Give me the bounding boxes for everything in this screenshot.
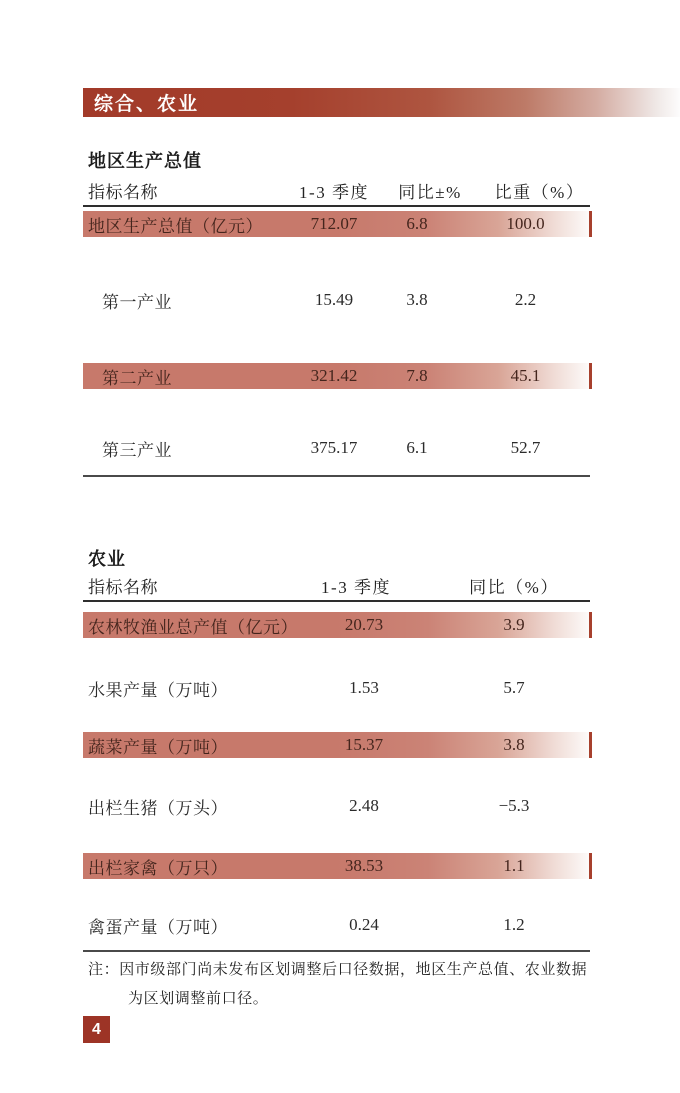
row-value: 712.07 xyxy=(310,214,358,233)
row-edge-tick xyxy=(589,211,592,237)
row-yoy: −5.3 xyxy=(498,796,530,815)
footnote-line2: 为区划调整前口径。 xyxy=(128,991,269,1007)
row-share: 52.7 xyxy=(510,438,541,457)
row-yoy: 3.8 xyxy=(503,735,525,754)
row-yoy: 5.7 xyxy=(503,678,525,697)
footnote-label: 注： xyxy=(88,962,120,978)
agriculture-table-header xyxy=(83,571,590,602)
agriculture-table xyxy=(83,571,590,956)
table-bottom-rule xyxy=(83,475,590,477)
section-title-agriculture: 农业 xyxy=(88,549,126,569)
row-value: 321.42 xyxy=(310,366,358,385)
row-indicator: 第一产业 xyxy=(102,292,172,312)
table-row xyxy=(83,363,590,389)
table-row xyxy=(83,211,590,237)
row-indicator: 水果产量（万吨） xyxy=(88,680,228,700)
table-row xyxy=(83,793,590,819)
table-row xyxy=(83,732,590,758)
row-edge-tick xyxy=(589,853,592,879)
row-value: 20.73 xyxy=(344,615,384,634)
row-yoy: 1.1 xyxy=(503,856,525,875)
table-row xyxy=(83,287,590,313)
col-header-indicator: 指标名称 xyxy=(88,578,158,597)
row-edge-tick xyxy=(589,363,592,389)
row-indicator: 禽蛋产量（万吨） xyxy=(88,917,228,937)
gdp-table xyxy=(83,176,590,481)
chapter-banner xyxy=(83,88,680,117)
row-indicator: 地区生产总值（亿元） xyxy=(88,216,263,236)
row-value: 2.48 xyxy=(349,796,379,815)
table-row xyxy=(83,675,590,701)
row-indicator: 第三产业 xyxy=(102,440,172,460)
col-header-period: 1-3 季度 xyxy=(321,578,391,597)
row-value: 375.17 xyxy=(310,438,358,457)
row-yoy: 3.9 xyxy=(503,615,525,634)
row-indicator: 蔬菜产量（万吨） xyxy=(88,737,228,757)
col-header-period: 1-3 季度 xyxy=(299,183,369,202)
section-title-gdp: 地区生产总值 xyxy=(88,151,202,171)
col-header-share: 比重（%） xyxy=(494,183,585,202)
row-yoy: 1.2 xyxy=(503,915,525,934)
table-row xyxy=(83,612,590,638)
row-value: 0.24 xyxy=(349,915,379,934)
table-row xyxy=(83,912,590,938)
row-share: 45.1 xyxy=(510,366,541,385)
table-row xyxy=(83,853,590,879)
row-value: 1.53 xyxy=(349,678,379,697)
row-yoy: 6.1 xyxy=(406,438,428,457)
chapter-title: 综合、农业 xyxy=(94,94,200,115)
gdp-table-header xyxy=(83,176,590,207)
row-value: 38.53 xyxy=(344,856,384,875)
table-row xyxy=(83,435,590,461)
footnote-line1: 因市级部门尚未发布区划调整后口径数据，地区生产总值、农业数据 xyxy=(119,962,588,978)
row-indicator: 农林牧渔业总产值（亿元） xyxy=(88,617,298,637)
row-share: 100.0 xyxy=(506,214,545,233)
footnote xyxy=(88,956,592,1014)
row-yoy: 7.8 xyxy=(406,366,428,385)
col-header-indicator: 指标名称 xyxy=(88,183,158,202)
row-indicator: 第二产业 xyxy=(102,368,172,388)
table-bottom-rule xyxy=(83,950,590,952)
row-edge-tick xyxy=(589,732,592,758)
row-value: 15.49 xyxy=(314,290,354,309)
row-yoy: 3.8 xyxy=(406,290,428,309)
row-yoy: 6.8 xyxy=(406,214,428,233)
page-number-badge xyxy=(83,1016,110,1043)
row-indicator: 出栏家禽（万只） xyxy=(88,858,228,878)
row-value: 15.37 xyxy=(344,735,384,754)
row-indicator: 出栏生猪（万头） xyxy=(88,798,228,818)
col-header-yoy: 同比（%） xyxy=(469,578,559,597)
row-edge-tick xyxy=(589,612,592,638)
col-header-yoy: 同比±% xyxy=(398,183,462,202)
row-share: 2.2 xyxy=(514,290,537,309)
page-number: 4 xyxy=(92,1020,101,1038)
